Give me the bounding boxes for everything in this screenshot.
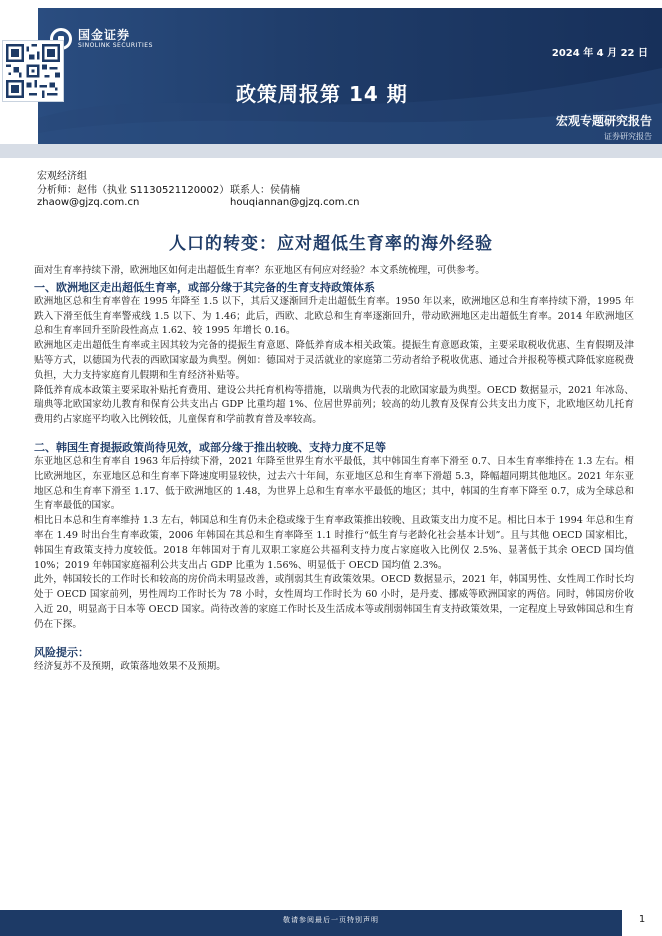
section-2-paragraph-1: 东亚地区总和生育率自 1963 年后持续下滑，2021 年降至世界生育水平最低，其中韩国生育率下滑至 0.7、日本生育率维持在 1.3 左右。相比欧洲地区，东亚地区总和生育率下降速度明显较快，过去六十年间，东亚地区总和生育率下滑超 5.3，降幅超同期其他地区。2021 年东亚地区总和生育率下滑至 1.17、低于欧洲地区的 1.48，为世界上总和生育率水平最低的地区；其中，韩国的生育率下降至 0.7，成为全球总和生育率最低的国家。 — [34, 455, 634, 512]
report-subtype: 证券研究报告 — [604, 132, 652, 141]
header-banner — [38, 8, 662, 144]
analyst-email-link[interactable]: zhaow@gjzq.com.cn — [37, 197, 140, 208]
report-date: 2024 年 4 月 22 日 — [551, 48, 648, 59]
section-2-heading: 二、韩国生育提振政策尚待见效，或部分缘于推出较晚、支持力度不足等 — [34, 440, 386, 454]
contact-info: 联系人：侯倩楠 — [230, 185, 300, 196]
brand-logo — [50, 28, 153, 50]
header-divider-band — [0, 144, 662, 158]
report-title: 人口的转变：应对超低生育率的海外经验 — [169, 234, 493, 254]
department-label: 宏观经济组 — [37, 171, 87, 182]
section-2-paragraph-3: 此外，韩国较长的工作时长和较高的房价尚未明显改善，或削弱其生育政策效果。OECD 数据显示，2021 年，韩国男性、女性周工作时长均处于 OECD 国家前列，男性周均工作时长为 78 小时，女性周均工作时长为 60 小时，是丹麦、挪威等欧洲国家的两倍。同时，韩国房价收入近 20，明显高于日本等 OECD 国家。尚待改善的家庭工作时长及生活成本等或削弱韩国生育支持政策效果，一定程度上导致韩国总和生育仍在下探。 — [34, 574, 634, 630]
section-1-paragraph-3: 降低养育成本政策主要采取补贴托育费用、建设公共托育机构等措施，以瑞典为代表的北欧国家最为典型。OECD 数据显示，2021 年冰岛、瑞典等北欧国家幼儿教育和保育公共支出占 GDP 比重均超 1%、位居世界前列；较高的幼儿教育及保育公共支出力度下，北欧地区幼儿托育费用约占家庭平均收入比例较低，儿童保育和学前教育普及率较高。 — [34, 384, 634, 426]
risk-heading: 风险提示： — [34, 645, 89, 659]
qr-code — [2, 40, 64, 102]
analyst-info: 分析师：赵伟（执业 S1130521120002） — [37, 185, 230, 196]
contact-email-link[interactable]: houqiannan@gjzq.com.cn — [230, 197, 360, 208]
footer-disclaimer-link[interactable]: 敬请参阅最后一页特别声明 — [283, 916, 379, 924]
section-1-paragraph-1: 欧洲地区总和生育率曾在 1995 年降至 1.5 以下，其后又逐渐回升走出超低生育率。1950 年以来，欧洲地区总和生育率持续下滑，1995 年跌入下滑至低生育率警戒线 1.5 以下、为 1.46；此后，西欧、北欧总和生育率逐渐回升，带动欧洲地区走出超低生育率。2014 年欧洲地区总和生育率回升至阶段性高点 1.62、较 1995 年增长 0.16。 — [34, 295, 634, 337]
page-number: 1 — [638, 914, 646, 925]
brand-name-cn: 国金证券 — [78, 27, 131, 42]
brand-name-en: SINOLINK SECURITIES — [78, 41, 153, 49]
risk-text: 经济复苏不及预期，政策落地效果不及预期。 — [34, 660, 226, 672]
report-body — [34, 264, 634, 674]
series-title: 政策周报第 14 期 — [236, 82, 408, 106]
intro-paragraph: 面对生育率持续下滑，欧洲地区如何走出超低生育率？东亚地区有何应对经验？本文系统梳理，可供参考。 — [34, 265, 485, 276]
section-1-paragraph-2: 欧洲地区走出超低生育率或主因其较为完备的提振生育意愿、降低养育成本相关政策。提振生育意愿政策，主要采取税收优惠、生育假期及津贴等方式，以德国为代表的西欧国家最为典型。例如：德国对于灵活就业的家庭第二劳动者给予税收优惠、通过合并报税等模式降低家庭税费负担，大力支持家庭育儿假期和生育经济补贴等。 — [34, 340, 634, 381]
qr-code-icon — [6, 44, 60, 98]
report-type: 宏观专题研究报告 — [555, 114, 652, 128]
section-1-heading: 一、欧洲地区走出超低生育率，或部分缘于其完备的生育支持政策体系 — [34, 280, 375, 294]
section-2-paragraph-2: 相比日本总和生育率维持 1.3 左右，韩国总和生育仍未企稳或缘于生育率政策推出较晚、且政策支出力度不足。相比日本于 1994 年总和生育率在 1.49 时出台生育率政策，2006 年韩国在其总和生育率降至 1.1 时推行“低生育与老龄化社会基本计划”。且与其他 OECD 国家相比，韩国生育政策支持力度较低。2018 年韩国对于育儿双职工家庭公共福利支持力度占家庭收入比例仅 2.5%、显著低于其余 OECD 国均值 10%；2019 年韩国家庭福利公共支出占 GDP 比重为 1.56%、明显低于 OECD 国均值 2.3%。 — [34, 515, 634, 571]
